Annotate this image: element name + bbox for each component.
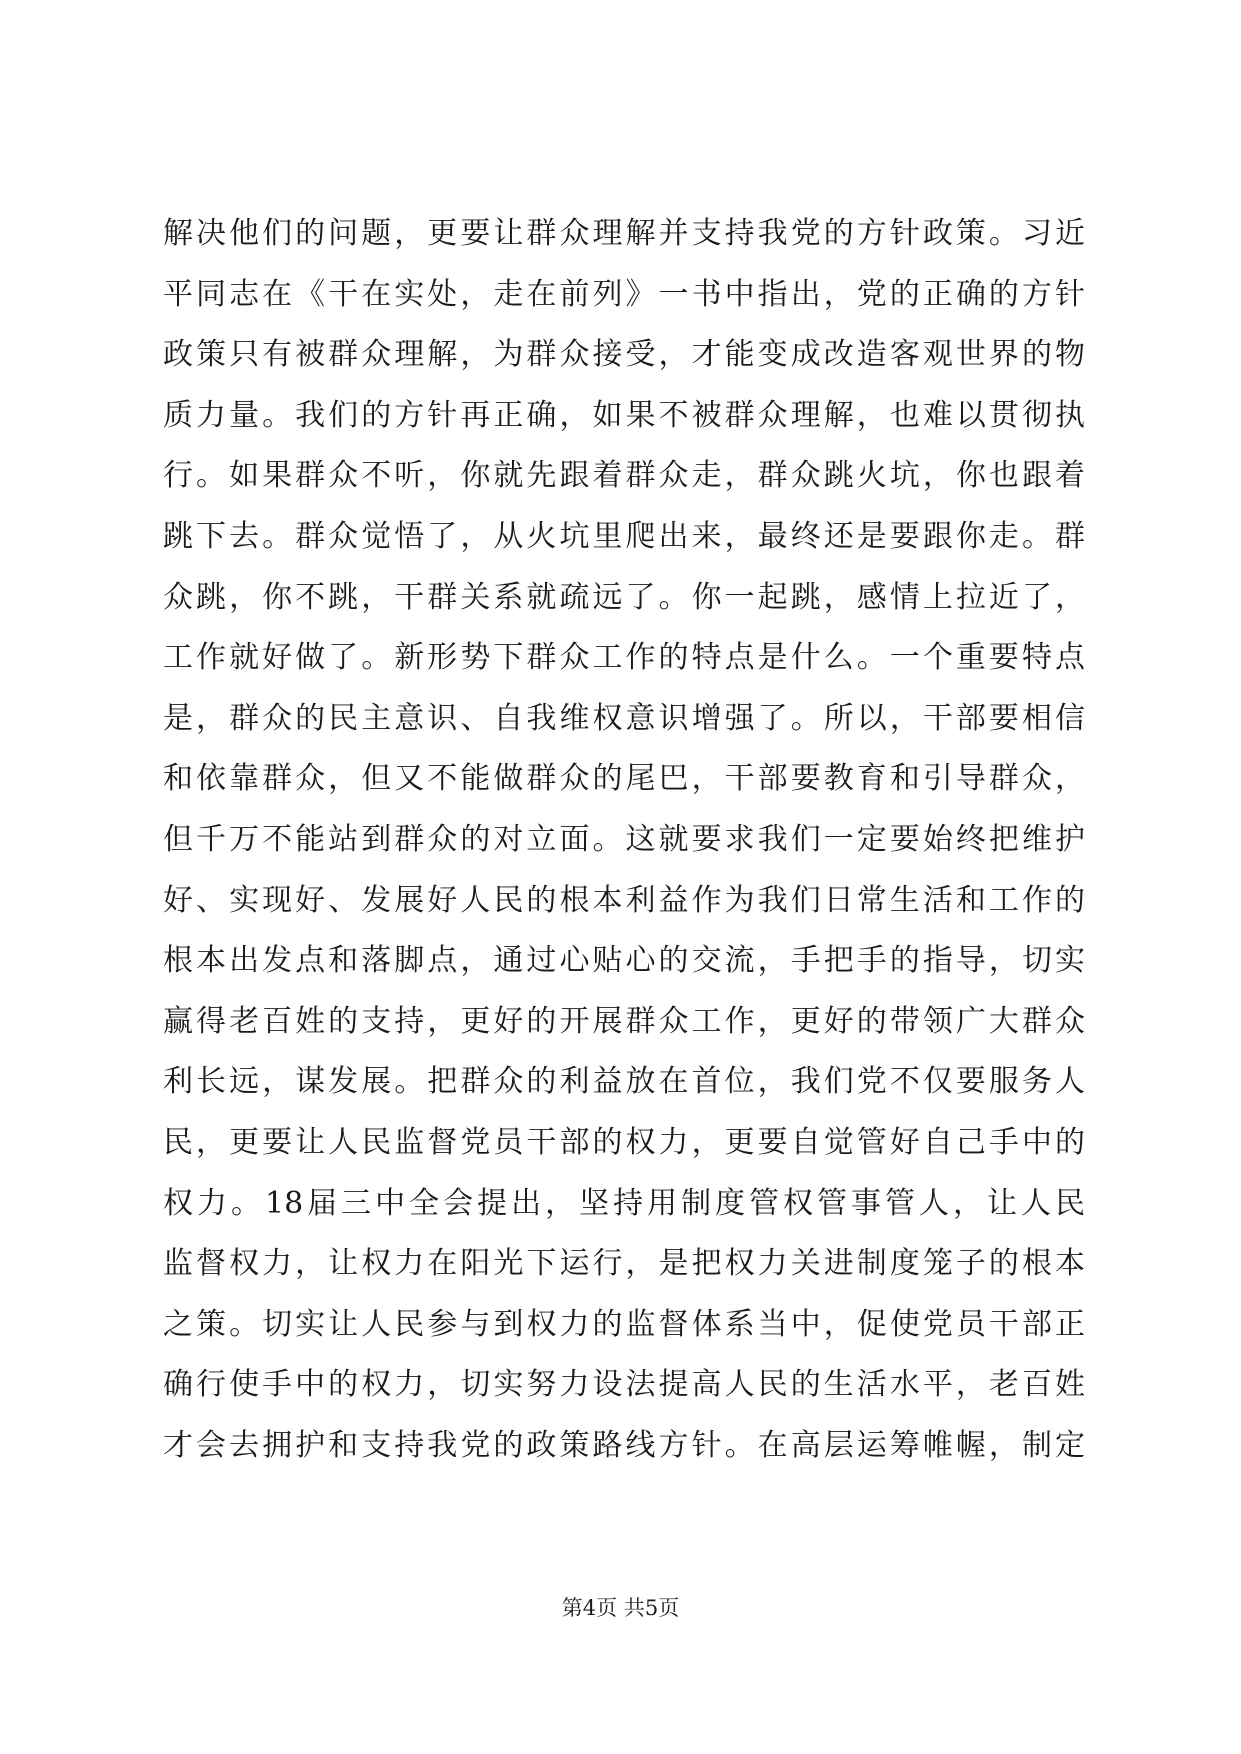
page-number-label: 第4页 共5页 <box>561 1596 680 1620</box>
text-line: 解决他们的问题，更要让群众理解并支持我党的方针政策。习近 <box>163 216 1085 251</box>
text-line: 行。如果群众不听，你就先跟着群众走，群众跳火坑，你也跟着 <box>163 458 1085 494</box>
text-line: 民，更要让人民监督党员干部的权力，更要自觉管好自己手中的 <box>163 1124 1085 1160</box>
text-line: 赢得老百姓的支持，更好的开展群众工作，更好的带领广大群众 <box>163 1003 1085 1039</box>
body-text <box>163 204 1085 1476</box>
text-line: 好、实现好、发展好人民的根本利益作为我们日常生活和工作的 <box>163 882 1085 918</box>
text-line: 政策只有被群众理解，为群众接受，才能变成改造客观世界的物 <box>163 337 1085 373</box>
text-line: 确行使手中的权力，切实努力设法提高人民的生活水平，老百姓 <box>163 1367 1085 1403</box>
text-line: 是，群众的民主意识、自我维权意识增强了。所以，干部要相信 <box>163 700 1085 736</box>
page-footer <box>0 1594 1241 1622</box>
text-line: 但千万不能站到群众的对立面。这就要求我们一定要始终把维护 <box>163 821 1085 857</box>
text-line: 跳下去。群众觉悟了，从火坑里爬出来，最终还是要跟你走。群 <box>163 518 1085 554</box>
text-line: 权力。18届三中全会提出，坚持用制度管权管事管人，让人民 <box>163 1185 1085 1221</box>
text-line: 监督权力，让权力在阳光下运行，是把权力关进制度笼子的根本 <box>163 1246 1085 1282</box>
text-line: 平同志在《干在实处，走在前列》一书中指出，党的正确的方针 <box>163 276 1085 312</box>
text-line: 工作就好做了。新形势下群众工作的特点是什么。一个重要特点 <box>163 640 1085 676</box>
text-line: 根本出发点和落脚点，通过心贴心的交流，手把手的指导，切实 <box>163 943 1085 979</box>
text-line: 和依靠群众，但又不能做群众的尾巴，干部要教育和引导群众， <box>163 761 1085 797</box>
text-line: 众跳，你不跳，干群关系就疏远了。你一起跳，感情上拉近了， <box>163 579 1085 615</box>
text-line: 之策。切实让人民参与到权力的监督体系当中，促使党员干部正 <box>163 1306 1085 1342</box>
text-line: 质力量。我们的方针再正确，如果不被群众理解，也难以贯彻执 <box>163 397 1085 433</box>
text-line: 才会去拥护和支持我党的政策路线方针。在高层运筹帷幄，制定 <box>163 1427 1085 1463</box>
text-line: 利长远，谋发展。把群众的利益放在首位，我们党不仅要服务人 <box>163 1064 1085 1100</box>
